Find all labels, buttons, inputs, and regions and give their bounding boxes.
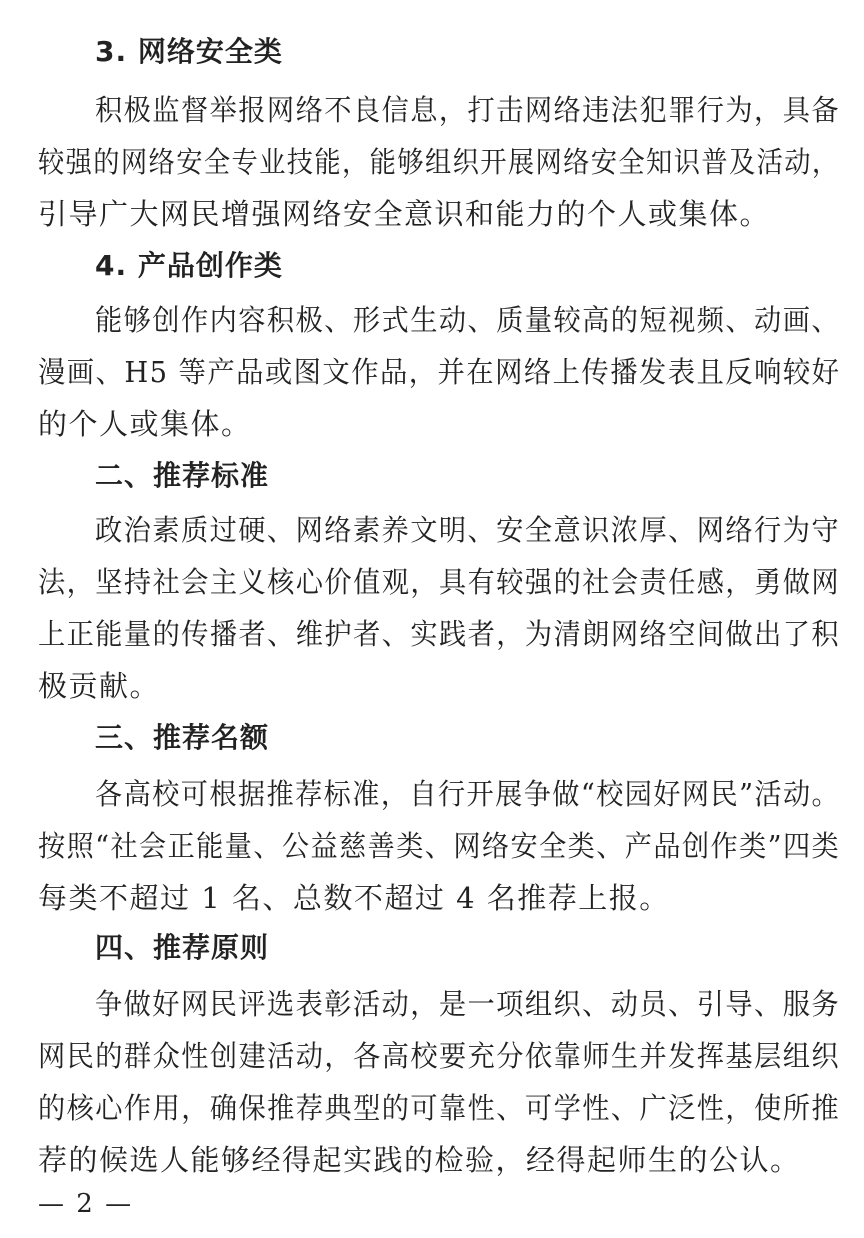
paragraph-line: 的核心作用，确保推荐典型的可靠性、可学性、广泛性，使所推	[38, 1091, 841, 1125]
paragraph-line: 政治素质过硬、网络素养文明、安全意识浓厚、网络行为守	[95, 513, 841, 547]
paragraph-line: 极贡献。	[38, 669, 161, 703]
paragraph-line: 引导广大网民增强网络安全意识和能力的个人或集体。	[38, 197, 771, 231]
paragraph-line: 漫画、H5 等产品或图文作品，并在网络上传播发表且反响较好	[38, 355, 841, 389]
paragraph-line: 荐的候选人能够经得起实践的检验，经得起师生的公认。	[38, 1143, 801, 1177]
section-heading-network-security: 3. 网络安全类	[95, 35, 283, 68]
section-heading-standards: 二、推荐标准	[95, 459, 270, 492]
paragraph-line: 法，坚持社会主义核心价值观，具有较强的社会责任感，勇做网	[38, 565, 841, 599]
paragraph-line: 各高校可根据推荐标准，自行开展争做“校园好网民”活动。	[95, 777, 841, 811]
section-heading-principles: 四、推荐原则	[95, 931, 270, 964]
paragraph-line: 每类不超过 1 名、总数不超过 4 名推荐上报。	[38, 881, 670, 915]
paragraph-line: 上正能量的传播者、维护者、实践者，为清朗网络空间做出了积	[38, 617, 841, 651]
paragraph-line: 积极监督举报网络不良信息，打击网络违法犯罪行为，具备	[95, 93, 841, 127]
paragraph-line: 能够创作内容积极、形式生动、质量较高的短视频、动画、	[95, 303, 841, 337]
page-number: — 2 —	[38, 1189, 134, 1219]
paragraph-line: 较强的网络安全专业技能，能够组织开展网络安全知识普及活动，	[38, 145, 840, 179]
paragraph-line: 按照“社会正能量、公益慈善类、网络安全类、产品创作类”四类	[38, 829, 841, 863]
paragraph-line: 争做好网民评选表彰活动，是一项组织、动员、引导、服务	[95, 987, 841, 1021]
paragraph-line: 的个人或集体。	[38, 407, 252, 441]
section-heading-product-creation: 4. 产品创作类	[95, 249, 283, 282]
section-heading-quota: 三、推荐名额	[95, 721, 270, 754]
paragraph-line: 网民的群众性创建活动，各高校要充分依靠师生并发挥基层组织	[38, 1039, 841, 1073]
